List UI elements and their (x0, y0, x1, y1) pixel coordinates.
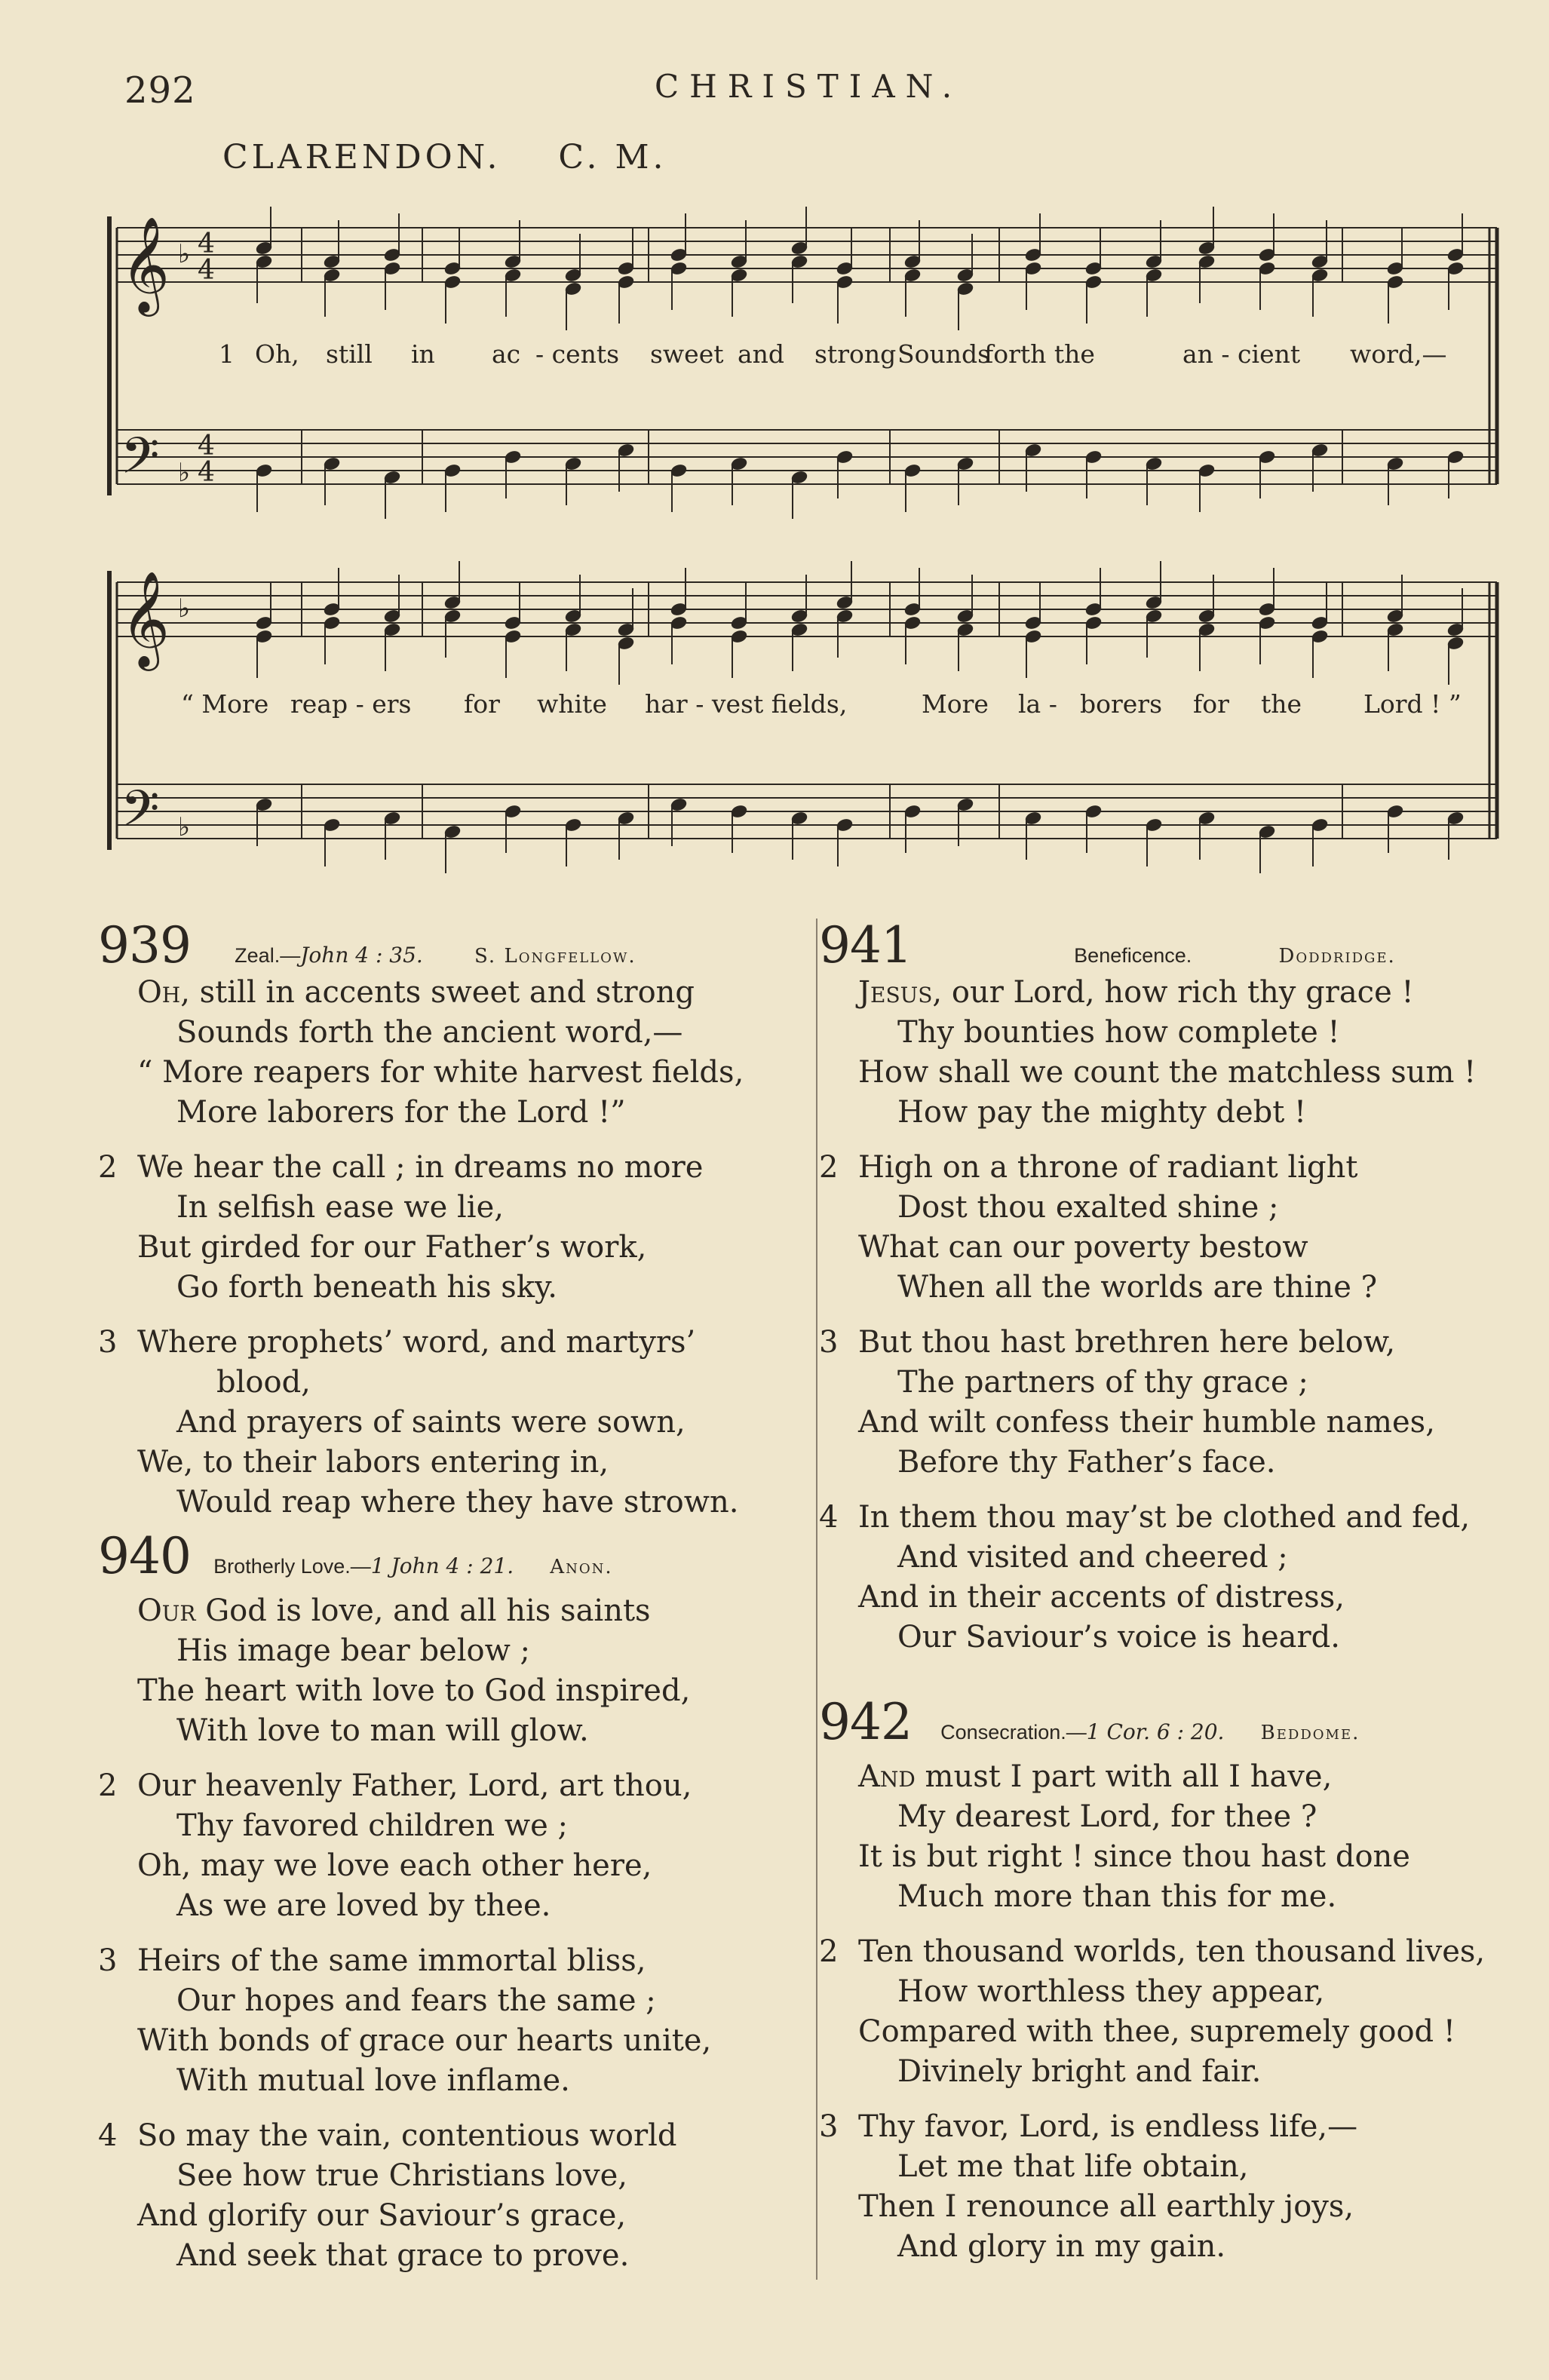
verse-line (819, 1837, 1485, 1877)
lyric-syllable: Sounds (897, 339, 991, 369)
verse-line (819, 1797, 1485, 1837)
verse-line (98, 973, 744, 1013)
verse-line (98, 2196, 711, 2236)
verse-line (819, 1268, 1476, 1308)
verse-text: Dost thou exalted shine ; (897, 1190, 1279, 1225)
svg-text:4: 4 (198, 228, 215, 259)
verse-line (819, 2012, 1485, 2052)
verse-text: The partners of thy grace ; (897, 1365, 1308, 1400)
verse-line (819, 2227, 1485, 2267)
verse-text: With bonds of grace our hearts unite, (137, 2023, 712, 2058)
svg-text:♭: ♭ (178, 593, 191, 624)
verse-text: Let me that life obtain, (897, 2149, 1249, 2184)
hymn-942-text (819, 1757, 1485, 2267)
tune-meter: C. M. (558, 138, 667, 176)
verse-line (98, 1591, 711, 1631)
verse-text: Compared with thee, supremely good ! (858, 2014, 1455, 2049)
hymn-topic: Zeal.— (235, 944, 301, 967)
verse-text: still in accents sweet and strong (189, 975, 695, 1010)
svg-text:♭: ♭ (178, 239, 191, 269)
verse-text: And prayers of saints were sown, (176, 1405, 686, 1440)
lyric-syllable: “ More (181, 689, 269, 719)
svg-text:4: 4 (198, 431, 215, 462)
verse-text: And visited and cheered ; (897, 1540, 1288, 1575)
verse-text: Heirs of the same immortal bliss, (137, 1943, 646, 1978)
svg-text:𝄢: 𝄢 (121, 780, 160, 850)
svg-text:𝄞: 𝄞 (121, 570, 170, 667)
verse-text: In them thou may’st be clothed and fed, (858, 1500, 1471, 1535)
verse-text: What can our poverty bestow (858, 1230, 1308, 1265)
verse-text: How pay the mighty debt ! (897, 1095, 1307, 1130)
stanza-number: 2 (98, 1768, 118, 1803)
first-word: Oh, (137, 975, 190, 1010)
stanza-number: 2 (98, 1150, 118, 1185)
verse-text: When all the worlds are thine ? (897, 1270, 1378, 1305)
lyric-syllable: for (464, 689, 500, 719)
hymn-author: S. Longfellow. (474, 945, 636, 968)
verse-text: And in their accents of distress, (858, 1580, 1345, 1615)
stanza-number: 3 (819, 2109, 839, 2144)
hymn-number: 940 (98, 1527, 191, 1585)
verse-text: Ten thousand worlds, ten thousand lives, (858, 1934, 1486, 1969)
verse-text: Much more than this for me. (897, 1879, 1337, 1914)
verse-text: God is love, and all his saints (195, 1593, 651, 1628)
hymn-940-header (98, 1527, 613, 1585)
lyric-syllable: har - vest fields, (645, 689, 848, 719)
verse-line (819, 1053, 1476, 1093)
column-divider (816, 919, 817, 2280)
verse-text: But girded for our Father’s work, (137, 1230, 647, 1265)
lyric-syllable: word,— (1350, 339, 1447, 369)
verse-line (98, 1846, 711, 1886)
verse-text: blood, (216, 1365, 311, 1400)
verse-text: “ More reapers for white harvest fields, (137, 1055, 744, 1090)
verse-text: Our Saviour’s voice is heard. (897, 1620, 1340, 1655)
lyric-syllable: and (738, 339, 785, 369)
svg-text:𝄢: 𝄢 (121, 427, 160, 497)
verse-line (98, 2236, 711, 2276)
verse-text: And seek that grace to prove. (176, 2238, 630, 2273)
verse-line (819, 1403, 1476, 1443)
hymn-topic: Consecration.— (940, 1721, 1087, 1744)
verse-line (819, 1323, 1476, 1363)
lyric-syllable: white (537, 689, 607, 719)
verse-line (819, 973, 1476, 1013)
verse-text: With love to man will glow. (176, 1713, 589, 1748)
verse-text: With mutual love inflame. (176, 2063, 570, 2098)
verse-text: But thou hast brethren here below, (858, 1325, 1396, 1360)
verse-line (98, 1711, 711, 1751)
lyric-syllable: in (411, 339, 435, 369)
hymn-number: 942 (819, 1693, 912, 1751)
verse-line (98, 1806, 711, 1846)
first-word: Our (137, 1593, 196, 1628)
verse-line (819, 1228, 1476, 1268)
page-number: 292 (124, 69, 196, 112)
verse-text: Where prophets’ word, and martyrs’ (137, 1325, 696, 1360)
hymn-scripture: 1 John 4 : 21. (370, 1553, 514, 1578)
verse-line (98, 2116, 711, 2156)
stanza-number: 2 (819, 1150, 839, 1185)
verse-text: We hear the call ; in dreams no more (137, 1150, 704, 1185)
svg-text:♭: ♭ (178, 812, 191, 842)
verse-line (98, 1443, 744, 1483)
verse-text: So may the vain, contentious world (137, 2118, 677, 2153)
verse-line (98, 1766, 711, 1806)
verse-line (98, 2021, 711, 2061)
verse-text: Thy favor, Lord, is endless life,— (858, 2109, 1358, 2144)
verse-line (98, 1228, 744, 1268)
verse-text: Go forth beneath his sky. (176, 1270, 557, 1305)
section-title: CHRISTIAN. (655, 68, 963, 105)
verse-line (819, 1538, 1476, 1578)
verse-text: must I part with all I have, (915, 1759, 1333, 1794)
verse-line (819, 1498, 1476, 1538)
lyric-syllable: la - (1018, 689, 1057, 719)
verse-text: Would reap where they have strown. (176, 1485, 739, 1520)
verse-text: How shall we count the matchless sum ! (858, 1055, 1477, 1090)
lyric-syllable: Oh, (255, 339, 299, 369)
stanza-number: 3 (98, 1943, 118, 1978)
verse-text: His image bear below ; (176, 1633, 531, 1668)
verse-line (98, 1483, 744, 1523)
verse-line (98, 1013, 744, 1053)
hymn-author: Beddome. (1260, 1722, 1360, 1744)
lyric-syllable: reap - ers (290, 689, 412, 719)
svg-text:4: 4 (198, 255, 215, 286)
hymn-topic: Beneficence. (1074, 944, 1192, 967)
stanza-number: 3 (98, 1325, 118, 1360)
verse-line (98, 1886, 711, 1926)
hymn-940-text (98, 1591, 711, 2276)
verse-line (98, 1941, 711, 1981)
lyric-syllable: the (1261, 689, 1302, 719)
lyric-syllable: - cents (535, 339, 620, 369)
hymn-scripture: John 4 : 35. (300, 943, 423, 968)
lyric-syllable: strong (814, 339, 897, 369)
verse-text: As we are loved by thee. (176, 1888, 551, 1923)
verse-text: The heart with love to God inspired, (137, 1673, 691, 1708)
verse-text: And wilt confess their humble names, (858, 1405, 1435, 1440)
verse-line (98, 1148, 744, 1188)
hymn-939-header (98, 916, 636, 974)
verse-text: High on a throne of radiant light (858, 1150, 1358, 1185)
hymn-author: Anon. (550, 1556, 613, 1578)
lyric-syllable: 1 (219, 339, 235, 369)
hymn-number: 941 (819, 916, 912, 974)
lyric-syllable: an - cient (1182, 339, 1301, 369)
verse-line (98, 1671, 711, 1711)
lyric-syllable: sweet (650, 339, 724, 369)
verse-line (98, 1188, 744, 1228)
verse-text: More laborers for the Lord !” (176, 1095, 626, 1130)
stanza-number: 3 (819, 1325, 839, 1360)
verse-line (819, 1757, 1485, 1797)
hymn-author: Doddridge. (1278, 945, 1396, 968)
verse-line (819, 1877, 1485, 1917)
verse-text: Our heavenly Father, Lord, art thou, (137, 1768, 692, 1803)
stanza-number: 2 (819, 1934, 839, 1969)
verse-line (819, 1013, 1476, 1053)
lyric-syllable: forth the (984, 339, 1095, 369)
verse-text: In selfish ease we lie, (176, 1190, 504, 1225)
verse-line (819, 2052, 1485, 2092)
hymn-941-header (819, 916, 1396, 974)
first-word: And (858, 1759, 916, 1794)
verse-text: Oh, may we love each other here, (137, 1848, 652, 1883)
verse-line (819, 2147, 1485, 2187)
verse-line (819, 1932, 1485, 1972)
verse-line (98, 1323, 744, 1363)
first-word: Jesus, (858, 975, 943, 1010)
verse-text: Then I renounce all earthly joys, (858, 2189, 1354, 2224)
verse-text: We, to their labors entering in, (137, 1445, 609, 1480)
verse-line (819, 1618, 1476, 1658)
verse-text: It is but right ! since thou hast done (858, 1839, 1410, 1874)
svg-text:♭: ♭ (178, 458, 191, 488)
lyric-syllable: Lord ! ” (1363, 689, 1462, 719)
verse-text: Thy favored children we ; (176, 1808, 568, 1843)
verse-text: See how true Christians love, (176, 2158, 627, 2193)
verse-text: Our hopes and fears the same ; (176, 1983, 656, 2018)
hymn-topic: Brotherly Love.— (213, 1555, 371, 1578)
verse-text: My dearest Lord, for thee ? (897, 1799, 1317, 1834)
svg-text:𝄞: 𝄞 (121, 216, 170, 312)
verse-line (819, 1093, 1476, 1133)
lyric-syllable: borers (1080, 689, 1163, 719)
music-score (0, 0, 1549, 905)
stanza-number: 4 (98, 2118, 118, 2153)
svg-text:4: 4 (198, 457, 215, 488)
hymn-941-text (819, 973, 1476, 1658)
verse-line (98, 2156, 711, 2196)
verse-line (98, 1268, 744, 1308)
verse-text: And glory in my gain. (897, 2229, 1226, 2264)
verse-line (819, 2107, 1485, 2147)
verse-text: And glorify our Saviour’s grace, (137, 2198, 627, 2233)
verse-line (819, 1363, 1476, 1403)
verse-text: Thy bounties how complete ! (897, 1015, 1340, 1050)
lyric-syllable: still (326, 339, 373, 369)
verse-line (98, 1093, 744, 1133)
verse-text: Divinely bright and fair. (897, 2054, 1262, 2089)
verse-line (819, 1578, 1476, 1618)
verse-line (98, 1403, 744, 1443)
verse-line (98, 2061, 711, 2101)
verse-line (819, 1972, 1485, 2012)
hymn-942-header (819, 1693, 1360, 1751)
verse-line (819, 2187, 1485, 2227)
verse-line (98, 1363, 744, 1403)
lyric-syllable: ac (492, 339, 521, 369)
tune-name: CLARENDON. (222, 138, 502, 176)
verse-text: Before thy Father’s face. (897, 1445, 1276, 1480)
hymn-scripture: 1 Cor. 6 : 20. (1086, 1719, 1225, 1744)
verse-line (819, 1188, 1476, 1228)
verse-line (98, 1981, 711, 2021)
verse-line (98, 1631, 711, 1671)
hymn-939-text (98, 973, 744, 1523)
verse-line (819, 1443, 1476, 1483)
hymn-number: 939 (98, 916, 191, 974)
verse-text: our Lord, how rich thy grace ! (942, 975, 1414, 1010)
verse-line (819, 1148, 1476, 1188)
verse-text: Sounds forth the ancient word,— (176, 1015, 683, 1050)
lyric-syllable: More (922, 689, 989, 719)
verse-text: How worthless they appear, (897, 1974, 1325, 2009)
verse-line (98, 1053, 744, 1093)
lyric-syllable: for (1193, 689, 1229, 719)
stanza-number: 4 (819, 1500, 839, 1535)
